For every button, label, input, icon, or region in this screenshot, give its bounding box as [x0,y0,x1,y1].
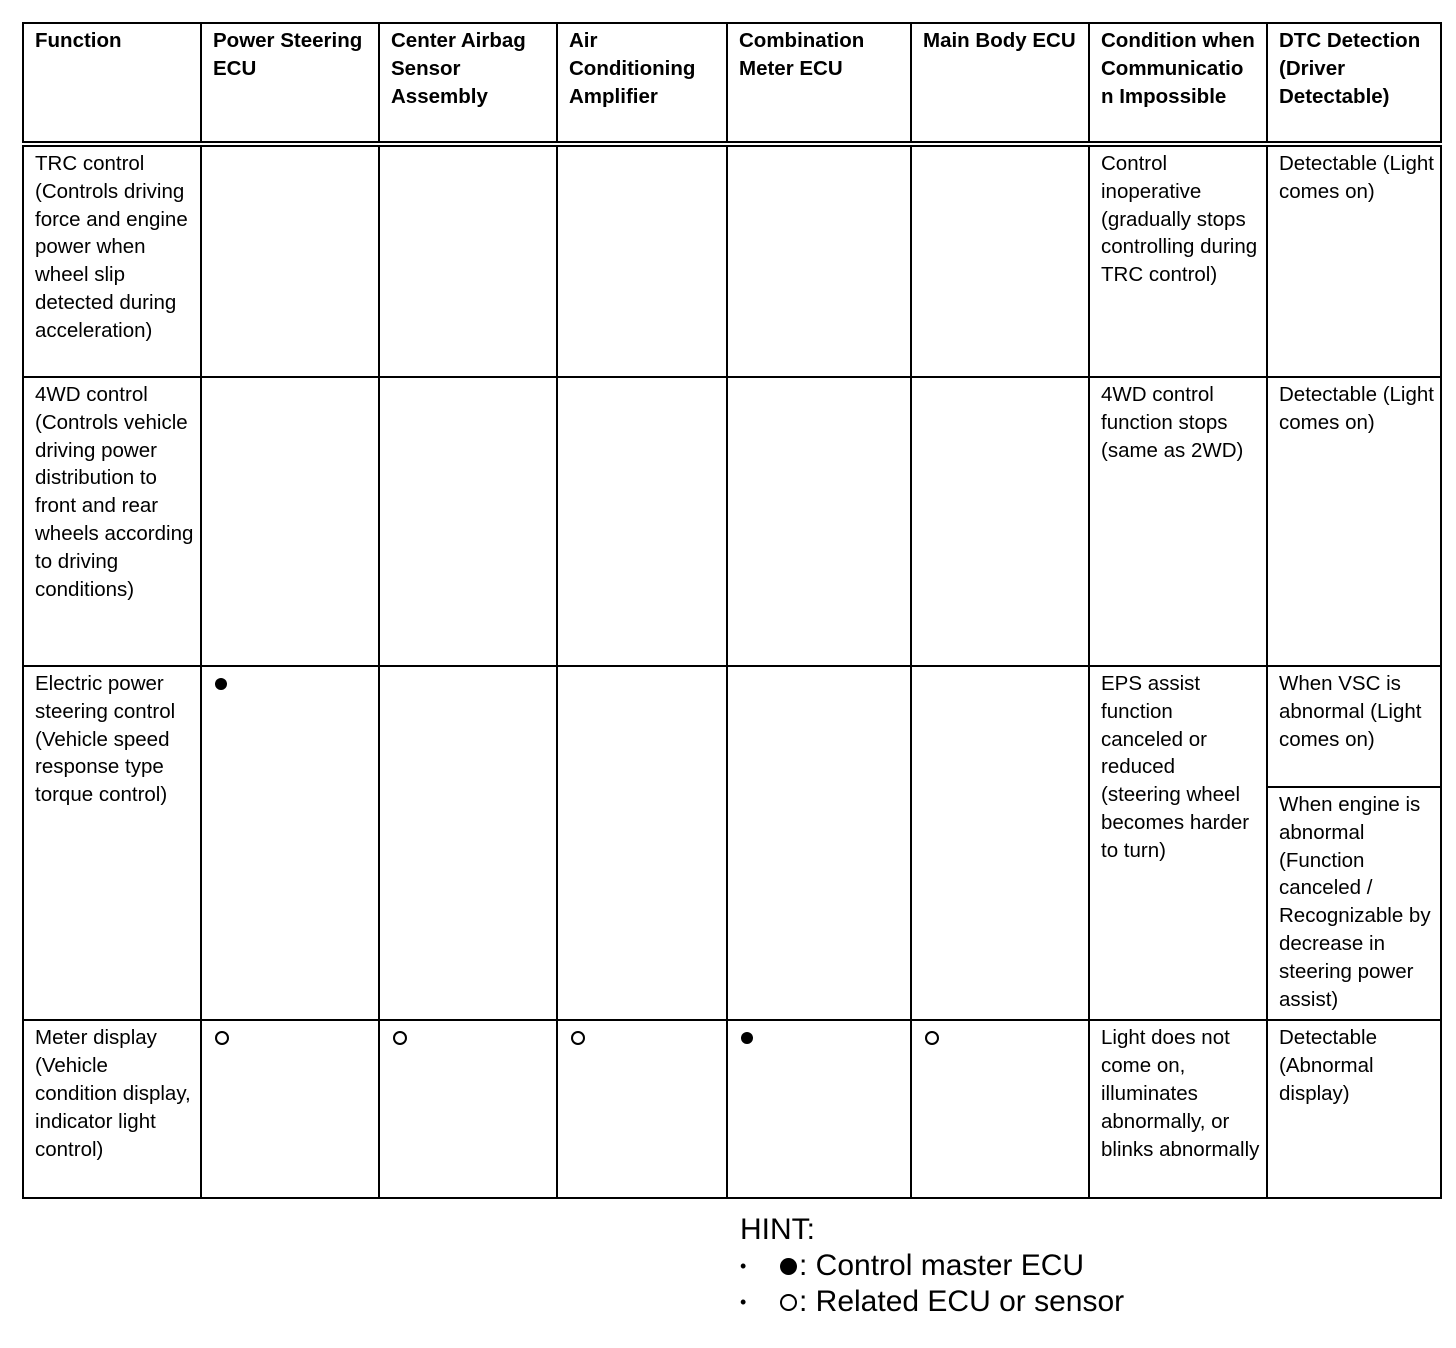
mark-cell [201,1020,379,1198]
header-air-conditioning-amplifier: Air Conditioning Amplifier [557,23,727,144]
mark-cell [727,666,911,1020]
function-cell: 4WD control (Controls vehicle driving power distribution to front and rear wheels according to driving conditions) [23,377,201,666]
header-condition: Condition when Communicatio n Impossible [1089,23,1267,144]
mark-cell [379,144,557,377]
hint-item-text: : Control master ECU [799,1249,1085,1282]
related-ecu-mark-icon [215,1031,229,1045]
mark-cell [911,377,1089,666]
header-combination-meter-ecu: Combination Meter ECU [727,23,911,144]
control-master-mark-icon [215,678,227,690]
bullet-glyph: • [740,1292,747,1312]
condition-cell: EPS assist function canceled or reduced (steering wheel becomes harder to turn) [1089,666,1267,1020]
mark-cell [727,1020,911,1198]
table-row [23,666,1441,787]
mark-cell [379,377,557,666]
hollow-circle-icon [780,1294,797,1311]
header-center-airbag-sensor: Center Airbag Sensor Assembly [379,23,557,144]
function-cell: Electric power steering control (Vehicle speed response type torque control) [23,666,201,1020]
condition-cell: Light does not come on, illuminates abnormally, or blinks abnormally [1089,1020,1267,1198]
header-dtc-detection: DTC Detection (Driver Detectable) [1267,23,1441,144]
dtc-cell: Detectable (Light comes on) [1267,377,1441,666]
control-master-mark-icon [741,1032,753,1044]
mark-cell [911,666,1089,1020]
mark-cell [557,377,727,666]
related-ecu-mark-icon [925,1031,939,1045]
filled-circle-icon [780,1258,797,1275]
condition-cell: 4WD control function stops (same as 2WD) [1089,377,1267,666]
function-cell: TRC control (Controls driving force and engine power when wheel slip detected during acceleration) [23,144,201,377]
header-row [23,23,1441,144]
table-row [23,1020,1441,1198]
table-row [23,144,1441,377]
mark-cell [557,1020,727,1198]
mark-cell [727,377,911,666]
bullet-glyph: • [740,1256,747,1276]
mark-cell [557,144,727,377]
hint-title: HINT: [740,1213,815,1246]
mark-cell [911,144,1089,377]
related-ecu-mark-icon [393,1031,407,1045]
condition-cell: Control inoperative (gradually stops controlling during TRC control) [1089,144,1267,377]
mark-cell [379,1020,557,1198]
mark-cell [727,144,911,377]
hint-legend [740,1212,1124,1320]
hint-item-related [740,1284,1124,1320]
mark-cell [201,666,379,1020]
hint-item-text: : Related ECU or sensor [799,1285,1125,1318]
header-power-steering-ecu: Power Steering ECU [201,23,379,144]
related-ecu-mark-icon [571,1031,585,1045]
dtc-cell: Detectable (Light comes on) [1267,144,1441,377]
ecu-function-table [22,22,1442,1199]
mark-cell [201,377,379,666]
function-cell: Meter display (Vehicle condition display, indicator light control) [23,1020,201,1198]
mark-cell [911,1020,1089,1198]
hint-item-master [740,1248,1124,1284]
header-function: Function [23,23,201,144]
dtc-cell: When VSC is abnormal (Light comes on) [1267,666,1441,787]
table-row [23,377,1441,666]
header-main-body-ecu: Main Body ECU [911,23,1089,144]
mark-cell [379,666,557,1020]
mark-cell [201,144,379,377]
dtc-cell: Detectable (Abnormal display) [1267,1020,1441,1198]
dtc-cell: When engine is abnormal (Function canceled / Recognizable by decrease in steering power assist) [1267,787,1441,1020]
mark-cell [557,666,727,1020]
